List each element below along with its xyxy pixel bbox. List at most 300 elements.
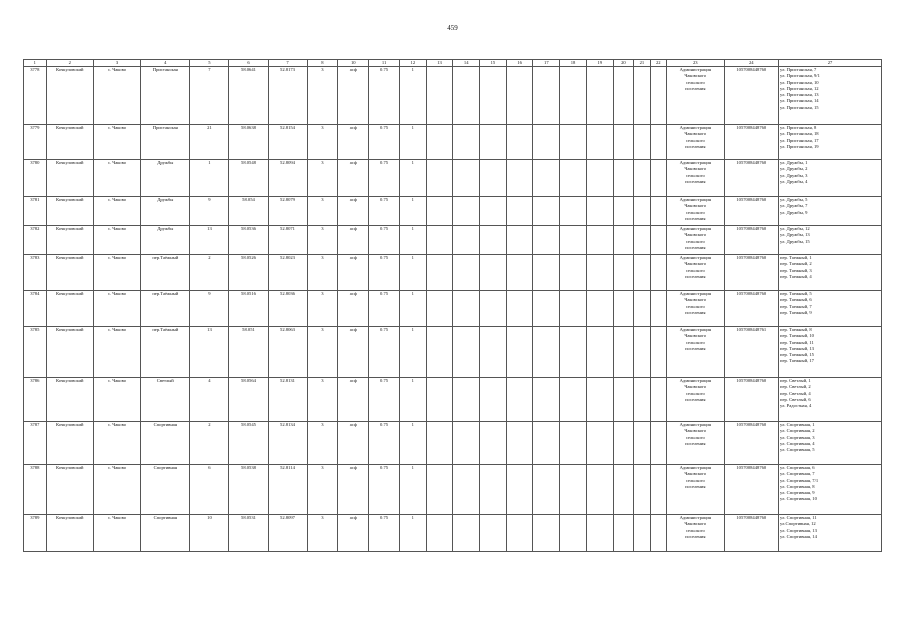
- table-cell: 1057008448760: [724, 378, 778, 422]
- table-cell: 1: [399, 255, 426, 291]
- address-line: ул. Радостная, 4: [780, 403, 812, 409]
- organization-line: Чаковского: [684, 232, 707, 238]
- address-cell: [779, 291, 882, 327]
- table-cell: 0.75: [369, 125, 400, 160]
- address-line: ул. Дружбы, 7: [780, 203, 808, 209]
- table-cell: 52.8134: [268, 422, 307, 465]
- table-cell: 3781: [24, 197, 47, 226]
- table-cell: [560, 422, 587, 465]
- organization-line: Администрация: [679, 160, 711, 165]
- table-cell: [560, 160, 587, 197]
- address-line: пер. Таежный, 2: [780, 261, 812, 267]
- organization-line: сельского: [685, 477, 705, 483]
- column-header: 17: [533, 60, 560, 67]
- table-cell: Светлый: [141, 378, 190, 422]
- table-cell: [533, 197, 560, 226]
- address-line: ул. Спортивная, 3: [780, 434, 815, 440]
- organization-cell: [667, 160, 725, 197]
- table-cell: 1: [399, 160, 426, 197]
- organization-line: Чаковского: [684, 471, 707, 477]
- table-cell: [506, 197, 533, 226]
- address-line: ул. Пристанская, 13: [780, 92, 819, 98]
- table-cell: [586, 160, 613, 197]
- address-line: ул. Спортивная, 14: [780, 533, 817, 539]
- table-cell: [426, 291, 453, 327]
- table-cell: 1057008448760: [724, 422, 778, 465]
- organization-line: сельского: [685, 79, 705, 85]
- table-cell: Кочкуловский: [46, 67, 93, 125]
- table-cell: [634, 125, 650, 160]
- table-cell: [634, 197, 650, 226]
- table-cell: [426, 226, 453, 255]
- address-cell: [779, 197, 882, 226]
- table-cell: 52.8023: [268, 255, 307, 291]
- table-cell: [586, 291, 613, 327]
- column-header: 14: [453, 60, 480, 67]
- address-line: ул. Спортивная, 7/1: [780, 477, 819, 483]
- table-cell: 58.0545: [229, 422, 268, 465]
- address-line: ул. Пристанская, 19: [780, 143, 819, 149]
- organization-line: Чаковского: [684, 73, 707, 79]
- organization-cell: [667, 327, 725, 378]
- table-cell: [634, 160, 650, 197]
- address-line: пер. Таежный, 4: [780, 273, 812, 279]
- table-cell: 1057008448760: [724, 465, 778, 515]
- address-line: ул. Дружбы, 2: [780, 166, 808, 172]
- table-cell: с. Чаково: [93, 422, 140, 465]
- table-cell: 1057008448760: [724, 291, 778, 327]
- organization-cell: [667, 67, 725, 125]
- table-cell: [453, 197, 480, 226]
- table-cell: 9: [190, 197, 229, 226]
- address-line: пер. Светлый, 1: [780, 378, 811, 383]
- address-line: ул. Пристанская, 15: [780, 104, 819, 110]
- table-cell: [586, 378, 613, 422]
- table-cell: [506, 465, 533, 515]
- address-line: пер. Таежный, 6: [780, 297, 812, 303]
- table-cell: [506, 515, 533, 552]
- organization-line: поселения: [685, 273, 706, 279]
- table-cell: [533, 226, 560, 255]
- table-cell: Спортивная: [141, 465, 190, 515]
- table-cell: Кочкуловский: [46, 465, 93, 515]
- table-cell: 2: [190, 422, 229, 465]
- table-cell: [453, 160, 480, 197]
- table-cell: [634, 378, 650, 422]
- table-cell: с. Чаково: [93, 197, 140, 226]
- table-row: [24, 197, 882, 226]
- table-cell: [650, 160, 666, 197]
- table-cell: [426, 255, 453, 291]
- column-header: 19: [586, 60, 613, 67]
- address-line: пер. Таежный, 8: [780, 327, 812, 332]
- column-header: 4: [141, 60, 190, 67]
- table-cell: Кочкуловский: [46, 422, 93, 465]
- table-cell: [426, 378, 453, 422]
- table-cell: 52.8063: [268, 327, 307, 378]
- organization-line: Чаковского: [684, 131, 707, 137]
- table-cell: 1: [399, 422, 426, 465]
- table-cell: 3: [307, 422, 338, 465]
- table-cell: [506, 160, 533, 197]
- table-cell: 52.8036: [268, 291, 307, 327]
- table-row: [24, 160, 882, 197]
- organization-line: поселения: [685, 533, 706, 539]
- address-line: ул. Дружбы, 5: [780, 197, 808, 202]
- column-header: 24: [724, 60, 778, 67]
- table-cell: 1: [399, 67, 426, 125]
- table-cell: 52.8173: [268, 67, 307, 125]
- address-line: пер. Таежный, 15: [780, 352, 814, 358]
- table-cell: [480, 125, 507, 160]
- table-cell: 0.75: [369, 291, 400, 327]
- table-cell: 58.0638: [229, 125, 268, 160]
- organization-cell: [667, 422, 725, 465]
- address-line: пер. Таежный, 3: [780, 267, 812, 273]
- table-cell: 58.0564: [229, 378, 268, 422]
- table-cell: 0.75: [369, 160, 400, 197]
- organization-cell: [667, 255, 725, 291]
- table-cell: Кочкуловский: [46, 378, 93, 422]
- table-cell: 0.75: [369, 465, 400, 515]
- table-cell: [650, 378, 666, 422]
- address-line: ул. Спортивная, 10: [780, 496, 817, 502]
- table-cell: [613, 160, 634, 197]
- table-cell: [634, 226, 650, 255]
- table-cell: асф: [338, 125, 369, 160]
- table-cell: [613, 422, 634, 465]
- table-cell: [426, 67, 453, 125]
- table-cell: [650, 515, 666, 552]
- table-cell: 3: [307, 255, 338, 291]
- column-header: 12: [399, 60, 426, 67]
- table-cell: [586, 515, 613, 552]
- table-cell: [453, 378, 480, 422]
- address-cell: [779, 422, 882, 465]
- table-cell: 3: [307, 465, 338, 515]
- organization-line: Администрация: [679, 515, 711, 520]
- organization-line: Чаковского: [684, 384, 707, 390]
- table-cell: [613, 197, 634, 226]
- address-line: пер. Таежный, 1: [780, 255, 812, 260]
- table-cell: [560, 378, 587, 422]
- table-cell: асф: [338, 378, 369, 422]
- address-line: ул. Спортивная, 13: [780, 527, 817, 533]
- table-cell: [650, 125, 666, 160]
- table-cell: 1: [399, 226, 426, 255]
- table-cell: с. Чаково: [93, 226, 140, 255]
- table-cell: 3784: [24, 291, 47, 327]
- table-cell: [533, 291, 560, 327]
- table-cell: [650, 327, 666, 378]
- organization-line: сельского: [685, 267, 705, 273]
- table-cell: асф: [338, 422, 369, 465]
- table-cell: [560, 255, 587, 291]
- table-cell: с. Чаково: [93, 125, 140, 160]
- table-cell: [426, 327, 453, 378]
- table-cell: 3: [307, 327, 338, 378]
- organization-line: сельского: [685, 238, 705, 244]
- address-line: ул. Пристанская, 8: [780, 125, 817, 130]
- table-cell: [453, 226, 480, 255]
- organization-line: сельского: [685, 209, 705, 215]
- table-cell: [533, 465, 560, 515]
- organization-line: поселения: [685, 85, 706, 91]
- table-cell: [533, 327, 560, 378]
- column-header: 11: [369, 60, 400, 67]
- table-cell: [506, 226, 533, 255]
- table-cell: [586, 67, 613, 125]
- table-cell: [634, 422, 650, 465]
- table-cell: 0.75: [369, 226, 400, 255]
- table-cell: 3786: [24, 378, 47, 422]
- table-cell: 0.75: [369, 67, 400, 125]
- address-line: ул. Пристанская, 7: [780, 67, 817, 72]
- table-cell: [650, 422, 666, 465]
- table-cell: Кочкуловский: [46, 255, 93, 291]
- table-row: [24, 327, 882, 378]
- table-cell: 1057008448761: [724, 327, 778, 378]
- address-line: ул. Пристанская, 14: [780, 98, 819, 104]
- column-header: 5: [190, 60, 229, 67]
- table-row: [24, 422, 882, 465]
- table-cell: [586, 465, 613, 515]
- table-cell: 1: [399, 327, 426, 378]
- column-header: 23: [667, 60, 725, 67]
- table-cell: [613, 465, 634, 515]
- table-cell: [613, 125, 634, 160]
- organization-line: сельского: [685, 527, 705, 533]
- organization-line: Администрация: [679, 422, 711, 427]
- table-cell: [650, 226, 666, 255]
- table-cell: [426, 197, 453, 226]
- table-cell: [613, 378, 634, 422]
- table-cell: Спортивная: [141, 422, 190, 465]
- organization-cell: [667, 465, 725, 515]
- organization-line: Администрация: [679, 67, 711, 72]
- table-cell: [506, 67, 533, 125]
- table-row: [24, 255, 882, 291]
- table-cell: асф: [338, 465, 369, 515]
- table-body: [24, 67, 882, 552]
- table-cell: 3778: [24, 67, 47, 125]
- column-header: 27: [779, 60, 882, 67]
- table-cell: [613, 226, 634, 255]
- table-cell: [480, 515, 507, 552]
- address-line: ул. Дружбы, 12: [780, 226, 810, 231]
- organization-line: поселения: [685, 244, 706, 250]
- organization-line: сельского: [685, 303, 705, 309]
- table-cell: Пристанская: [141, 67, 190, 125]
- organization-cell: [667, 125, 725, 160]
- table-cell: [634, 327, 650, 378]
- table-cell: 3779: [24, 125, 47, 160]
- column-header: 16: [506, 60, 533, 67]
- table-cell: [506, 378, 533, 422]
- table-cell: [453, 255, 480, 291]
- table-cell: 10: [190, 515, 229, 552]
- table-row: [24, 378, 882, 422]
- table-cell: 6: [190, 465, 229, 515]
- table-cell: [586, 255, 613, 291]
- address-line: ул. Пристанская, 10: [780, 79, 819, 85]
- table-cell: 52.8097: [268, 515, 307, 552]
- address-line: ул. Спортивная, 4: [780, 440, 815, 446]
- table-cell: [533, 515, 560, 552]
- address-line: ул. Спортивная, 7: [780, 471, 815, 477]
- table-cell: 1057008448760: [724, 197, 778, 226]
- organization-line: Администрация: [679, 291, 711, 296]
- table-cell: [453, 327, 480, 378]
- table-cell: 4: [190, 378, 229, 422]
- address-line: пер. Светлый, 6: [780, 396, 811, 402]
- table-cell: [480, 465, 507, 515]
- address-line: пер. Таежный, 11: [780, 339, 814, 345]
- table-cell: 3785: [24, 327, 47, 378]
- table-cell: 58.0536: [229, 226, 268, 255]
- table-cell: [480, 291, 507, 327]
- table-cell: 3: [307, 378, 338, 422]
- organization-line: Чаковского: [684, 203, 707, 209]
- address-line: ул. Спортивная, 9: [780, 490, 815, 496]
- table-cell: [506, 125, 533, 160]
- table-cell: [560, 67, 587, 125]
- table-cell: 2: [190, 255, 229, 291]
- table-cell: с. Чаково: [93, 291, 140, 327]
- table-cell: Пристанская: [141, 125, 190, 160]
- table-cell: [533, 255, 560, 291]
- address-line: ул. Спортивная, 2: [780, 428, 815, 434]
- organization-line: сельского: [685, 137, 705, 143]
- table-row: [24, 515, 882, 552]
- table-cell: с. Чаково: [93, 378, 140, 422]
- table-cell: 3780: [24, 160, 47, 197]
- table-cell: 0.75: [369, 255, 400, 291]
- table-cell: Кочкуловский: [46, 515, 93, 552]
- organization-line: поселения: [685, 483, 706, 489]
- table-cell: [480, 422, 507, 465]
- address-line: пер. Таежный, 17: [780, 358, 814, 364]
- table-cell: [586, 197, 613, 226]
- column-header: 6: [229, 60, 268, 67]
- address-cell: [779, 515, 882, 552]
- table-cell: Дружбы: [141, 226, 190, 255]
- address-line: пер. Таежный, 13: [780, 345, 814, 351]
- address-line: пер. Таежный, 9: [780, 309, 812, 315]
- address-line: ул.Спортивная, 12: [780, 521, 816, 527]
- table-cell: асф: [338, 67, 369, 125]
- table-cell: 58.0538: [229, 465, 268, 515]
- table-cell: 0.75: [369, 197, 400, 226]
- table-cell: 52.8079: [268, 197, 307, 226]
- organization-line: поселения: [685, 440, 706, 446]
- table-cell: [480, 255, 507, 291]
- table-cell: [453, 67, 480, 125]
- table-cell: асф: [338, 255, 369, 291]
- table-cell: Дружбы: [141, 160, 190, 197]
- address-line: ул. Спортивная, 8: [780, 483, 815, 489]
- table-cell: [453, 515, 480, 552]
- table-cell: [560, 197, 587, 226]
- table-cell: [634, 255, 650, 291]
- table-cell: пер.Таёжный: [141, 327, 190, 378]
- table-cell: Кочкуловский: [46, 197, 93, 226]
- column-header: 13: [426, 60, 453, 67]
- table-cell: [533, 378, 560, 422]
- address-line: ул. Дружбы, 15: [780, 238, 810, 244]
- table-cell: [453, 125, 480, 160]
- table-cell: [634, 67, 650, 125]
- organization-line: Администрация: [679, 197, 711, 202]
- organization-line: сельского: [685, 339, 705, 345]
- table-cell: асф: [338, 327, 369, 378]
- table-cell: с. Чаково: [93, 160, 140, 197]
- column-header: 21: [634, 60, 650, 67]
- table-row: [24, 465, 882, 515]
- organization-line: поселения: [685, 345, 706, 351]
- address-line: ул. Дружбы, 9: [780, 209, 808, 215]
- table-cell: 1057008448760: [724, 226, 778, 255]
- address-cell: [779, 160, 882, 197]
- organization-line: Чаковского: [684, 333, 707, 339]
- table-row: [24, 226, 882, 255]
- table-cell: [560, 125, 587, 160]
- table-cell: [650, 465, 666, 515]
- table-cell: асф: [338, 515, 369, 552]
- table-cell: асф: [338, 291, 369, 327]
- address-line: пер. Таежный, 5: [780, 291, 812, 296]
- organization-line: Чаковского: [684, 261, 707, 267]
- table-cell: [613, 327, 634, 378]
- address-cell: [779, 378, 882, 422]
- table-cell: 13: [190, 226, 229, 255]
- organization-line: поселения: [685, 143, 706, 149]
- address-cell: [779, 226, 882, 255]
- table-cell: [634, 291, 650, 327]
- table-cell: [560, 226, 587, 255]
- table-cell: 0.75: [369, 515, 400, 552]
- table-cell: с. Чаково: [93, 327, 140, 378]
- table-row: [24, 67, 882, 125]
- address-cell: [779, 67, 882, 125]
- column-header: 2: [46, 60, 93, 67]
- table-cell: [613, 515, 634, 552]
- table-cell: [613, 255, 634, 291]
- table-cell: пер.Таёжный: [141, 291, 190, 327]
- table-cell: [650, 291, 666, 327]
- table-cell: [613, 291, 634, 327]
- table-cell: 13: [190, 327, 229, 378]
- column-header: 1: [24, 60, 47, 67]
- table-cell: [426, 125, 453, 160]
- table-cell: [634, 465, 650, 515]
- table-cell: 3782: [24, 226, 47, 255]
- table-cell: [506, 422, 533, 465]
- address-line: ул. Пристанская, 12: [780, 85, 819, 91]
- page-number: 459: [447, 24, 458, 32]
- table-cell: 3: [307, 197, 338, 226]
- table-cell: 21: [190, 125, 229, 160]
- address-line: пер. Таежный, 7: [780, 303, 812, 309]
- column-header: 15: [480, 60, 507, 67]
- column-header: 20: [613, 60, 634, 67]
- table-cell: [586, 422, 613, 465]
- organization-cell: [667, 378, 725, 422]
- column-header: 18: [560, 60, 587, 67]
- address-cell: [779, 327, 882, 378]
- table-cell: Спортивная: [141, 515, 190, 552]
- table-cell: асф: [338, 226, 369, 255]
